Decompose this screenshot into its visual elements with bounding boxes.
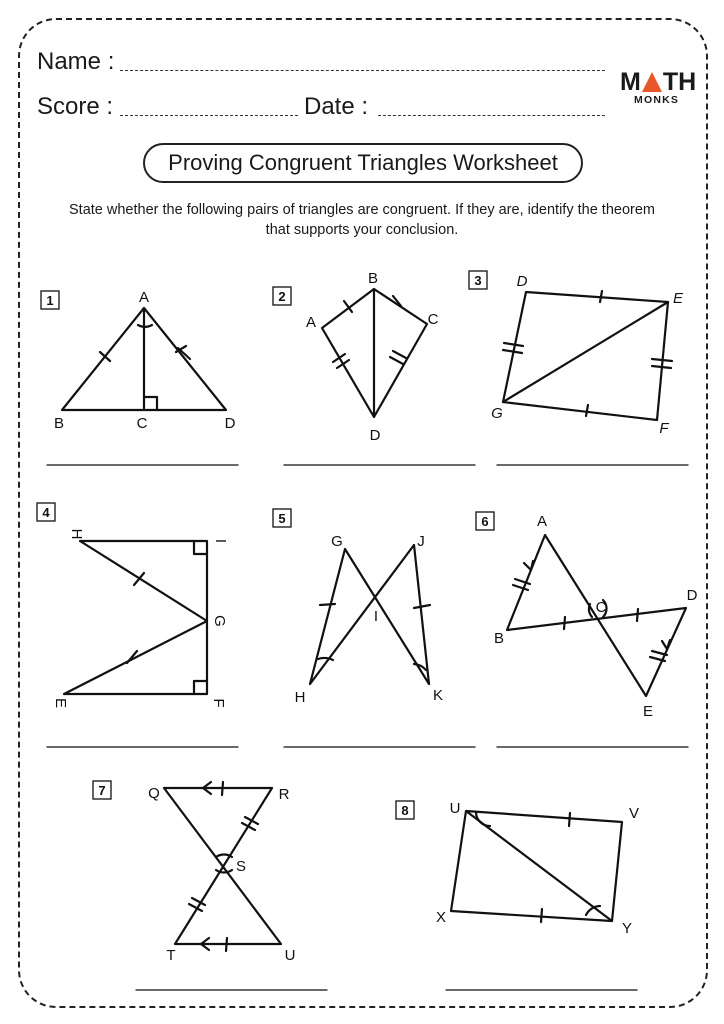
label-3-F: F bbox=[659, 420, 669, 437]
label-1-A: A bbox=[138, 289, 150, 306]
figure-5 bbox=[310, 545, 430, 684]
label-1-D: D bbox=[224, 415, 236, 432]
figure-7 bbox=[164, 782, 281, 951]
label-7-U: U bbox=[284, 947, 296, 964]
problem-8-number: 8 bbox=[401, 803, 409, 818]
label-4-G: G bbox=[211, 615, 228, 627]
problem-2-number: 2 bbox=[278, 289, 286, 304]
problem-4-number: 4 bbox=[42, 505, 50, 520]
label-5-J: J bbox=[417, 533, 425, 550]
label-4-I: I bbox=[212, 538, 229, 544]
label-2-B: B bbox=[367, 270, 379, 287]
label-2-A: A bbox=[305, 314, 317, 331]
label-8-X: X bbox=[435, 909, 447, 926]
score-label: Score : bbox=[37, 93, 114, 120]
name-label: Name : bbox=[37, 48, 115, 75]
label-7-T: T bbox=[166, 947, 176, 964]
label-5-K: K bbox=[432, 687, 444, 704]
label-8-V: V bbox=[628, 805, 640, 822]
label-6-C: C bbox=[595, 599, 607, 616]
label-4-H: H bbox=[68, 528, 85, 540]
label-5-G: G bbox=[331, 533, 343, 550]
label-2-D: D bbox=[369, 427, 381, 444]
problem-7-number: 7 bbox=[98, 783, 106, 798]
label-3-D: D bbox=[516, 273, 528, 290]
problem-1-number: 1 bbox=[46, 293, 54, 308]
figure-2 bbox=[322, 289, 427, 417]
label-5-I: I bbox=[373, 608, 379, 625]
label-1-C: C bbox=[136, 415, 148, 432]
date-label: Date : bbox=[304, 93, 369, 120]
label-6-D: D bbox=[686, 587, 698, 604]
label-1-B: B bbox=[53, 415, 65, 432]
label-3-G: G bbox=[491, 405, 503, 422]
label-8-U: U bbox=[449, 800, 461, 817]
label-5-H: H bbox=[294, 689, 306, 706]
figure-8 bbox=[451, 811, 622, 922]
problem-6-number: 6 bbox=[481, 514, 489, 529]
label-6-A: A bbox=[536, 513, 548, 530]
label-7-R: R bbox=[278, 786, 290, 803]
label-8-Y: Y bbox=[621, 920, 633, 937]
label-7-S: S bbox=[235, 858, 247, 875]
math-monks-logo: M TH MONKS bbox=[620, 68, 697, 106]
label-6-B: B bbox=[493, 630, 505, 647]
label-2-C: C bbox=[427, 311, 439, 328]
answer-lines bbox=[47, 465, 688, 990]
label-4-E: E bbox=[52, 697, 69, 709]
instructions: State whether the following pairs of triangles are congruent. If they are, identify the theorem that supports your conclusion. bbox=[69, 202, 655, 238]
problem-5-number: 5 bbox=[278, 511, 286, 526]
label-4-F: F bbox=[210, 698, 227, 708]
worksheet-title: Proving Congruent Triangles Worksheet bbox=[143, 143, 583, 183]
figure-3 bbox=[503, 291, 672, 420]
label-6-E: E bbox=[642, 703, 654, 720]
label-3-E: E bbox=[672, 290, 684, 307]
label-7-Q: Q bbox=[148, 785, 160, 802]
figure-1 bbox=[62, 308, 226, 410]
figure-4 bbox=[64, 541, 207, 694]
logo-subtitle: MONKS bbox=[634, 94, 680, 106]
problem-3-number: 3 bbox=[474, 273, 482, 288]
